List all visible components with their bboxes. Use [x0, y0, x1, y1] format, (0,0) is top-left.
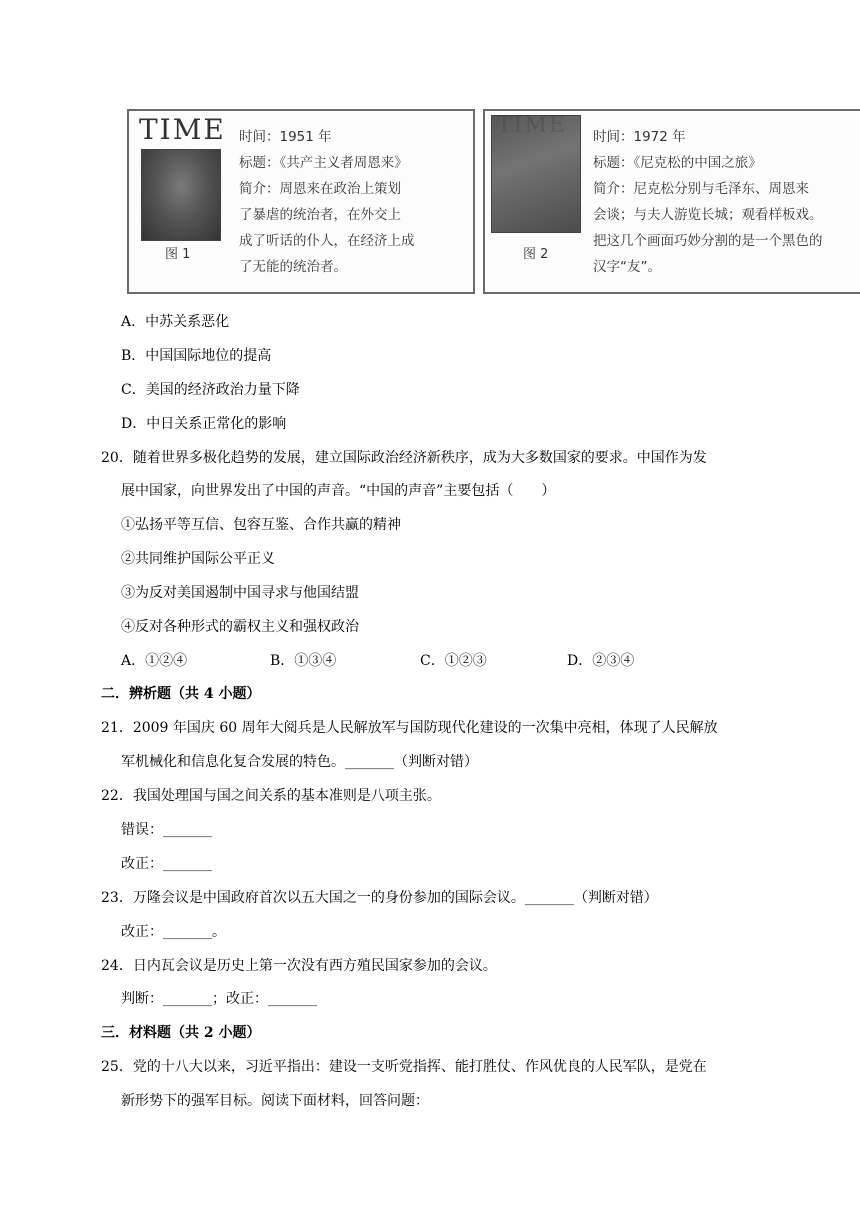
figure-2-line: 简介：尼克松分别与毛泽东、周恩来	[593, 181, 809, 197]
section-heading: 三．材料题（共 2 小题）	[101, 1025, 261, 1041]
option-b: B．①③④	[270, 653, 337, 669]
option-a: A．①②④	[121, 653, 188, 669]
question-25-line-2: 新形势下的强军目标。阅读下面材料，回答问题：	[121, 1093, 429, 1109]
figure-2-line: 把这几个画面巧妙分割的是一个黑色的	[593, 233, 823, 249]
option-b: B．中国国际地位的提高	[121, 348, 272, 364]
portrait-image	[141, 149, 221, 241]
figure-2-line: 会谈；与夫人游览长城；观看样板戏。	[593, 207, 823, 223]
question-25-line-1: 25．党的十八大以来，习近平指出：建设一支听党指挥、能打胜仗、作风优良的人民军队，是党在	[101, 1059, 707, 1075]
question-22-line-1: 22．我国处理国与国之间关系的基本准则是八项主张。	[101, 788, 441, 804]
option-d: D．中日关系正常化的影响	[121, 416, 287, 432]
figure-1-line: 了暴虐的统治者，在外交上	[239, 207, 401, 223]
figure-1-line: 成了听话的仆人，在经济上成	[239, 233, 415, 249]
section-heading: 二．辨析题（共 4 小题）	[101, 686, 261, 702]
question-21-line-2: 军机械化和信息化复合发展的特色。_______（判断对错）	[121, 754, 478, 770]
figure-2-line: 汉字“友”。	[593, 259, 661, 275]
question-20-line-1: 20．随着世界多极化趋势的发展，建立国际政治经济新秩序，成为大多数国家的要求。中国作为发	[101, 450, 707, 466]
option-c: C．①②③	[420, 653, 487, 669]
question-21-line-1: 21．2009 年国庆 60 周年大阅兵是人民解放军与国防现代化建设的一次集中亮相，体现了人民解放	[101, 720, 718, 736]
answer-fix-field: 改正：_______	[121, 856, 212, 872]
figure-1-caption: 图 1	[165, 247, 191, 262]
figure-2-caption: 图 2	[523, 247, 549, 262]
answer-fix-field: 改正：_______。	[121, 924, 226, 940]
figure-2-box	[483, 109, 860, 294]
figure-1-line: 了无能的统治者。	[239, 259, 347, 275]
figure-2-line: 时间：1972 年	[593, 129, 686, 145]
answer-judge-field: 判断：_______；改正：_______	[121, 991, 317, 1007]
question-20-item: ③为反对美国遏制中国寻求与他国结盟	[121, 585, 359, 601]
question-20-item: ②共同维护国际公平正义	[121, 551, 275, 567]
cover-image	[491, 115, 581, 233]
option-d: D．②③④	[567, 653, 635, 669]
figure-1-line: 标题：《共产主义者周恩来》	[239, 155, 408, 171]
answer-wrong-field: 错误：_______	[121, 822, 212, 838]
option-a: A．中苏关系恶化	[121, 314, 230, 330]
time-logo: TIME	[139, 113, 226, 146]
option-c: C．美国的经济政治力量下降	[121, 382, 300, 398]
figure-1-box	[127, 109, 475, 294]
question-20-item: ①弘扬平等互信、包容互鉴、合作共赢的精神	[121, 517, 401, 533]
figure-1-line: 简介：周恩来在政治上策划	[239, 181, 401, 197]
question-20-item: ④反对各种形式的霸权主义和强权政治	[121, 619, 359, 635]
question-23-line-1: 23．万隆会议是中国政府首次以五大国之一的身份参加的国际会议。_______（判断对错）	[101, 890, 658, 906]
figure-2-line: 标题：《尼克松的中国之旅》	[593, 155, 762, 171]
figure-1-line: 时间：1951 年	[239, 129, 332, 145]
question-20-line-2: 展中国家，向世界发出了中国的声音。“中国的声音”主要包括（ ）	[121, 483, 556, 499]
question-24-line-1: 24．日内瓦会议是历史上第一次没有西方殖民国家参加的会议。	[101, 958, 497, 974]
